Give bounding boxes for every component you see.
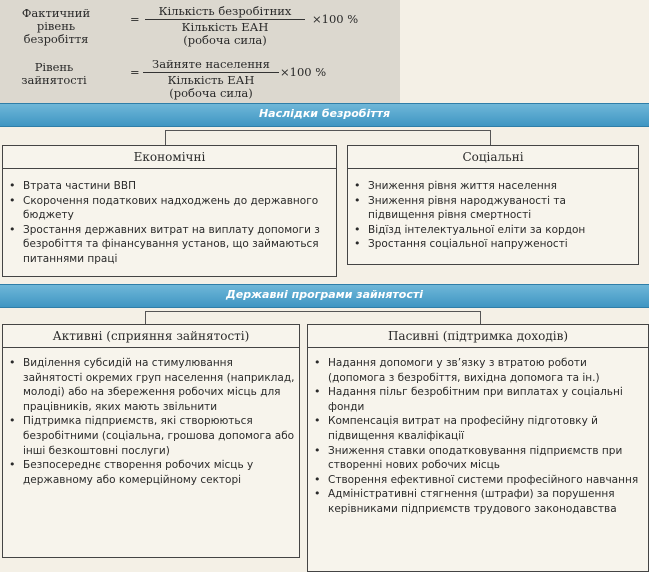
list-item: • Зростання соціальної напруженості [368, 237, 634, 252]
social-consequences-box [347, 145, 639, 265]
formula-multiplier: ×100 % [280, 65, 327, 79]
list-item: • Зниження рівня життя населення [368, 179, 634, 194]
passive-programs-box [307, 324, 649, 572]
connector-line [480, 311, 481, 324]
passive-title: Пасивні (підтримка доходів) [308, 325, 648, 348]
passive-list [308, 356, 648, 517]
list-item: • Відїзд інтелектуальної еліти за кордон [368, 223, 634, 238]
consequences-banner [0, 103, 649, 127]
formula-fraction [143, 58, 279, 100]
formula-lhs [6, 7, 106, 46]
formula-denominator: Кількість ЕАН [181, 20, 269, 34]
list-item: • Втрата частини ВВП [23, 179, 332, 194]
list-item: • Зниження ставки оподатковування підприємств при створенні нових робочих місць [328, 444, 644, 473]
formula-denominator: (робоча сила) [169, 86, 253, 100]
connector-line [165, 130, 166, 145]
economic-list [3, 179, 336, 267]
list-item: • Виділення субсидій на стимулювання зайнятості окремих груп населення (наприклад, молоді) або на збереження робочих місць для працівників, яких мають звільнити [23, 356, 295, 414]
list-item: • Адміністративні стягнення (штрафи) за порушення керівниками підприємств трудового законодавства [328, 487, 644, 516]
formula-lhs-line: Рівень [34, 60, 74, 74]
equals-sign: = [130, 12, 140, 26]
formula-numerator: Кількість безробітних [158, 4, 292, 18]
list-item: • Компенсація витрат на професійну підготовку й підвищення кваліфікації [328, 414, 644, 443]
formula-panel [0, 0, 400, 104]
unemployment-formula [0, 5, 400, 49]
formula-multiplier: ×100 % [312, 12, 359, 26]
formula-lhs [4, 61, 104, 87]
list-item: • Безпосереднє створення робочих місць у державному або комерційному секторі [23, 458, 295, 487]
formula-numerator: Зайняте населення [152, 57, 270, 71]
list-item: • Надання пільг безробітним при виплатах у соціальні фонди [328, 385, 644, 414]
active-title: Активні (сприяння зайнятості) [3, 325, 299, 348]
programs-banner-title: Державні програми зайнятості [225, 288, 424, 301]
active-programs-box [2, 324, 300, 558]
connector-line [145, 311, 480, 312]
employment-formula [0, 58, 400, 102]
connector-line [165, 130, 490, 131]
connector-line [145, 311, 146, 324]
equals-sign: = [130, 65, 140, 79]
connector-line [490, 130, 491, 145]
formula-denominator: Кількість ЕАН [167, 73, 255, 87]
list-item: • Зростання державних витрат на виплату допомоги з безробіття та фінансування установ, що займаються питаннями праці [23, 223, 332, 267]
list-item: • Скорочення податкових надходжень до державного бюджету [23, 194, 332, 223]
active-list [3, 356, 299, 487]
economic-title: Економічні [3, 146, 336, 169]
social-title: Соціальні [348, 146, 638, 169]
list-item: • Підтримка підприємств, які створюються безробітними (соціальна, грошова допомога або інші безкоштовні послуги) [23, 414, 295, 458]
consequences-banner-title: Наслідки безробіття [258, 107, 391, 120]
economic-consequences-box [2, 145, 337, 277]
formula-lhs-line: зайнятості [21, 73, 87, 87]
social-list [348, 179, 638, 252]
formula-lhs-line: Фактичний рівень [21, 6, 91, 33]
programs-banner [0, 284, 649, 308]
formula-denominator: (робоча сила) [183, 33, 267, 47]
formula-lhs-line: безробіття [23, 32, 89, 46]
list-item: • Створення ефективної системи професійного навчання [328, 473, 644, 488]
list-item: • Надання допомоги у зв’язку з втратою роботи (допомога з безробіття, вихідна допомога та ін.) [328, 356, 644, 385]
formula-fraction [145, 5, 305, 47]
list-item: • Зниження рівня народжуваності та підвищення рівня смертності [368, 194, 634, 223]
